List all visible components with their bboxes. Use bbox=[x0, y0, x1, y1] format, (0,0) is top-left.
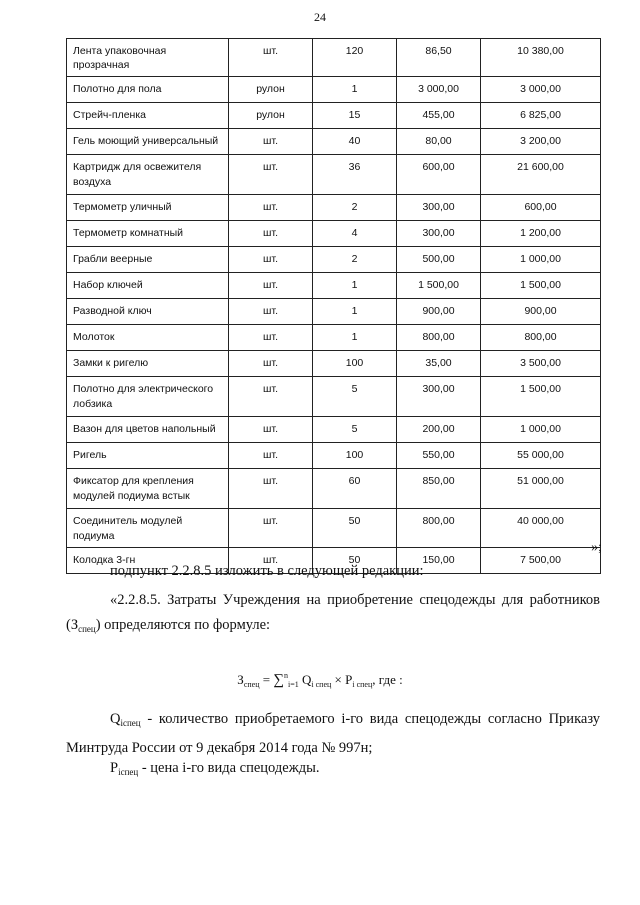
paragraph-quantity-definition bbox=[66, 707, 600, 761]
table-row bbox=[67, 299, 601, 325]
cell-total: 3 000,00 bbox=[481, 77, 601, 103]
table-row bbox=[67, 417, 601, 443]
cell-price: 200,00 bbox=[397, 417, 481, 443]
quantity-symbol: Q bbox=[110, 711, 121, 727]
cell-unit: рулон bbox=[229, 103, 313, 129]
table-row bbox=[67, 509, 601, 547]
cell-name: Термометр комнатный bbox=[67, 221, 229, 247]
table-row bbox=[67, 469, 601, 509]
cell-total: 51 000,00 bbox=[481, 469, 601, 509]
cell-price: 35,00 bbox=[397, 351, 481, 377]
table-row bbox=[67, 103, 601, 129]
table-row bbox=[67, 221, 601, 247]
formula-times: × bbox=[331, 672, 346, 687]
cell-unit: шт. bbox=[229, 155, 313, 195]
cell-name: Стрейч-пленка bbox=[67, 103, 229, 129]
cell-quantity: 1 bbox=[313, 325, 397, 351]
cell-quantity: 50 bbox=[313, 509, 397, 547]
price-subscript: iспец bbox=[118, 767, 139, 777]
cell-unit: шт. bbox=[229, 39, 313, 77]
table-row bbox=[67, 273, 601, 299]
cell-unit: шт. bbox=[229, 417, 313, 443]
table-row bbox=[67, 39, 601, 77]
table-row bbox=[67, 195, 601, 221]
cell-quantity: 40 bbox=[313, 129, 397, 155]
formula-equals: = bbox=[259, 672, 274, 687]
cell-quantity: 100 bbox=[313, 351, 397, 377]
page-number: 24 bbox=[314, 10, 326, 24]
cell-total: 800,00 bbox=[481, 325, 601, 351]
cell-quantity: 5 bbox=[313, 377, 397, 417]
cell-unit: шт. bbox=[229, 299, 313, 325]
cell-price: 900,00 bbox=[397, 299, 481, 325]
cell-unit: шт. bbox=[229, 443, 313, 469]
cell-unit: шт. bbox=[229, 247, 313, 273]
cell-name: Вазон для цветов напольный bbox=[67, 417, 229, 443]
formula-z-subscript: спец bbox=[243, 680, 260, 689]
cell-price: 850,00 bbox=[397, 469, 481, 509]
items-table-body bbox=[67, 39, 601, 574]
formula-p: P bbox=[345, 672, 353, 687]
cell-name: Полотно для электрического лобзика bbox=[67, 377, 229, 417]
paragraph-definition-start: «2.2.8.5. Затраты Учреждения на приобретение спецодежды для работников (З bbox=[66, 592, 600, 633]
cell-total: 6 825,00 bbox=[481, 103, 601, 129]
cell-name: Молоток bbox=[67, 325, 229, 351]
cell-quantity: 4 bbox=[313, 221, 397, 247]
cell-name: Гель моющий универсальный bbox=[67, 129, 229, 155]
cell-total: 1 500,00 bbox=[481, 377, 601, 417]
cell-unit: шт. bbox=[229, 351, 313, 377]
cell-price: 600,00 bbox=[397, 155, 481, 195]
cell-quantity: 1 bbox=[313, 273, 397, 299]
cell-total: 3 200,00 bbox=[481, 129, 601, 155]
cell-total: 900,00 bbox=[481, 299, 601, 325]
formula-sum-upper: n bbox=[284, 671, 289, 680]
cell-price: 1 500,00 bbox=[397, 273, 481, 299]
cell-quantity: 100 bbox=[313, 443, 397, 469]
formula-sum-lower: i=1 bbox=[288, 680, 299, 689]
cell-price: 550,00 bbox=[397, 443, 481, 469]
cell-unit: шт. bbox=[229, 377, 313, 417]
cell-unit: шт. bbox=[229, 221, 313, 247]
closing-quote: »; bbox=[591, 540, 602, 555]
cell-quantity: 36 bbox=[313, 155, 397, 195]
formula-tail: , где : bbox=[372, 672, 403, 687]
cell-unit: шт. bbox=[229, 273, 313, 299]
table-row bbox=[67, 247, 601, 273]
cell-price: 500,00 bbox=[397, 247, 481, 273]
cell-price: 86,50 bbox=[397, 39, 481, 77]
cell-name: Грабли веерные bbox=[67, 247, 229, 273]
table-row bbox=[67, 155, 601, 195]
cell-name: Полотно для пола bbox=[67, 77, 229, 103]
cell-name: Ригель bbox=[67, 443, 229, 469]
cell-quantity: 50 bbox=[313, 547, 397, 573]
cost-formula bbox=[0, 671, 640, 689]
formula-p-subscript: i спец bbox=[352, 680, 373, 689]
cell-quantity: 60 bbox=[313, 469, 397, 509]
quantity-subscript: iспец bbox=[120, 718, 141, 728]
price-symbol: P bbox=[110, 760, 119, 776]
cell-price: 800,00 bbox=[397, 509, 481, 547]
cell-price: 300,00 bbox=[397, 195, 481, 221]
cell-total: 1 000,00 bbox=[481, 247, 601, 273]
cell-total: 1 500,00 bbox=[481, 273, 601, 299]
cell-unit: шт. bbox=[229, 129, 313, 155]
cell-price: 455,00 bbox=[397, 103, 481, 129]
cell-quantity: 15 bbox=[313, 103, 397, 129]
table-row bbox=[67, 377, 601, 417]
paragraph-definition-end: ) определяются по формуле: bbox=[95, 617, 271, 633]
cell-price: 150,00 bbox=[397, 547, 481, 573]
cell-unit: шт. bbox=[229, 195, 313, 221]
price-description: - цена i-го вида спецодежды. bbox=[138, 760, 320, 776]
cell-total: 10 380,00 bbox=[481, 39, 601, 77]
paragraph-subpoint: подпункт 2.2.8.5 изложить в следующей редакции: bbox=[110, 563, 424, 579]
cell-name: Фиксатор для крепления модулей подиума встык bbox=[67, 469, 229, 509]
cell-name: Замки к ригелю bbox=[67, 351, 229, 377]
table-row bbox=[67, 77, 601, 103]
cell-price: 300,00 bbox=[397, 221, 481, 247]
cell-price: 3 000,00 bbox=[397, 77, 481, 103]
cell-quantity: 120 bbox=[313, 39, 397, 77]
cell-name: Соединитель модулей подиума bbox=[67, 509, 229, 547]
paragraph-definition bbox=[66, 588, 600, 642]
cell-unit: рулон bbox=[229, 77, 313, 103]
formula-q: Q bbox=[298, 672, 312, 687]
cell-price: 300,00 bbox=[397, 377, 481, 417]
cell-total: 1 000,00 bbox=[481, 417, 601, 443]
table-row bbox=[67, 129, 601, 155]
cell-quantity: 1 bbox=[313, 299, 397, 325]
table-row bbox=[67, 443, 601, 469]
cell-name: Колодка 3-гн bbox=[67, 547, 229, 573]
cell-total: 1 200,00 bbox=[481, 221, 601, 247]
formula-q-subscript: i спец bbox=[311, 680, 332, 689]
formula-sum-sign: ∑ bbox=[273, 672, 285, 688]
items-table bbox=[66, 38, 601, 574]
cell-total: 40 000,00 bbox=[481, 509, 601, 547]
cell-unit: шт. bbox=[229, 547, 313, 573]
cell-name: Лента упаковочная прозрачная bbox=[67, 39, 229, 77]
cell-total: 55 000,00 bbox=[481, 443, 601, 469]
formula-z: З bbox=[237, 672, 244, 687]
table-row bbox=[67, 351, 601, 377]
cell-quantity: 5 bbox=[313, 417, 397, 443]
table-row bbox=[67, 325, 601, 351]
cell-name: Термометр уличный bbox=[67, 195, 229, 221]
cell-unit: шт. bbox=[229, 509, 313, 547]
paragraph-definition-subscript: спец bbox=[78, 624, 96, 634]
cell-unit: шт. bbox=[229, 469, 313, 509]
cell-total: 7 500,00 bbox=[481, 547, 601, 573]
cell-quantity: 2 bbox=[313, 195, 397, 221]
cell-name: Разводной ключ bbox=[67, 299, 229, 325]
cell-price: 800,00 bbox=[397, 325, 481, 351]
cell-unit: шт. bbox=[229, 325, 313, 351]
cell-name: Набор ключей bbox=[67, 273, 229, 299]
cell-total: 3 500,00 bbox=[481, 351, 601, 377]
cell-quantity: 2 bbox=[313, 247, 397, 273]
cell-total: 600,00 bbox=[481, 195, 601, 221]
cell-name: Картридж для освежителя воздуха bbox=[67, 155, 229, 195]
cell-total: 21 600,00 bbox=[481, 155, 601, 195]
quantity-description: - количество приобретаемого i-го вида спецодежды согласно Приказу Минтруда России от 9 декабря 2014 года № 997н; bbox=[66, 711, 600, 756]
paragraph-price-definition bbox=[66, 760, 600, 777]
cell-price: 80,00 bbox=[397, 129, 481, 155]
cell-quantity: 1 bbox=[313, 77, 397, 103]
